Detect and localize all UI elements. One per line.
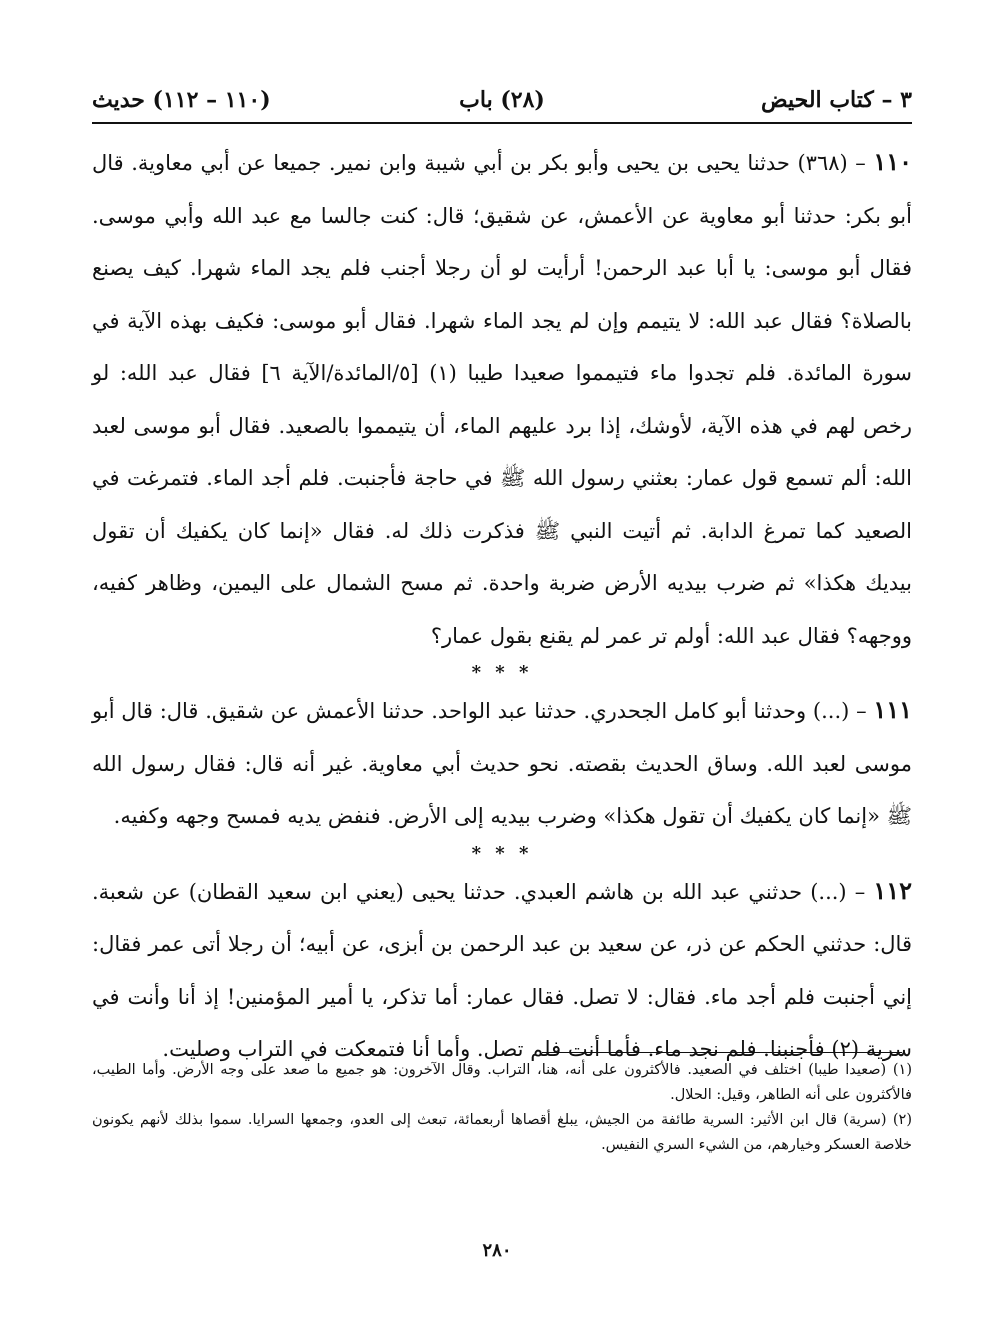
footnote-1: (١) (صعيدا طيبا) اختلف في الصعيد. فالأكثرون على أنه، هنا، التراب. وقال الآخرون: هو جميع ما صعد على وجه الأرض. وأما الطيب، فالأكثرون على أنه الطاهر، وقيل: الحلال. bbox=[92, 1062, 912, 1103]
hadith-range: (١١٠ – ١١٢) حديث bbox=[92, 87, 271, 113]
hadith-number: ١١٠ bbox=[873, 147, 912, 176]
footnote-rule bbox=[542, 1052, 902, 1053]
page-number: ٢٨٠ bbox=[482, 1240, 512, 1261]
book-title: ٣ – كتاب الحيض bbox=[761, 87, 912, 113]
footnotes bbox=[92, 1058, 912, 1158]
header-rule bbox=[92, 122, 912, 124]
running-header bbox=[92, 82, 912, 118]
hadith-112 bbox=[92, 865, 912, 1076]
hadith-text: – (...) حدثني عبد الله بن هاشم العبدي. حدثنا يحيى (يعني ابن سعيد القطان) عن شعبة. قال: حدثني الحكم عن ذر، عن سعيد بن عبد الرحمن بن أبزى، عن أبيه؛ أن رجلا أتى عمر فقال: إني أجنبت فلم أجد ماء. فقال: لا تصل. فقال عمار: أما تذكر، يا أمير المؤمنين! إذ أنا وأنت في سرية (٢) فأجنبنا. فلم نجد ماء. فأما أنت فلم تصل. وأما أنا فتمعكت في التراب وصليت. bbox=[92, 879, 912, 1061]
hadith-number: ١١١ bbox=[873, 695, 912, 724]
section-separator: * * * bbox=[471, 662, 533, 683]
chapter-label: (٢٨) باب bbox=[459, 87, 545, 113]
hadith-text: – (...) وحدثنا أبو كامل الجحدري. حدثنا عبد الواحد. حدثنا الأعمش عن شقيق. قال: قال أبو موسى لعبد الله. وساق الحديث بقصته. نحو حديث أبي معاوية. غير أنه قال: فقال رسول الله ﷺ «إنما كان يكفيك أن تقول هكذا» وضرب بيديه إلى الأرض. فنفض يديه فمسح وجهه وكفيه. bbox=[92, 699, 912, 828]
section-separator: * * * bbox=[471, 842, 533, 864]
footnote-2: (٢) (سرية) قال ابن الأثير: السرية طائفة من الجيش، يبلغ أقصاها أربعمائة، تبعث إلى العدو، وجمعها السرايا. سموا بذلك لأنهم يكونون خلاصة العسكر وخيارهم، من الشيء السري النفيس. bbox=[92, 1112, 912, 1153]
main-text bbox=[92, 136, 912, 1076]
hadith-111 bbox=[92, 684, 912, 843]
hadith-number: ١١٢ bbox=[873, 875, 912, 905]
hadith-110 bbox=[92, 136, 912, 662]
hadith-text: – (٣٦٨) حدثنا يحيى بن يحيى وأبو بكر بن أبي شيبة وابن نمير. جميعا عن أبي معاوية. قال أبو بكر: حدثنا أبو معاوية عن الأعمش، عن شقيق؛ قال: كنت جالسا مع عبد الله وأبي موسى. فقال أبو موسى: يا أبا عبد الرحمن! أرأيت لو أن رجلا أجنب فلم يجد الماء شهرا. كيف يصنع بالصلاة؟ فقال عبد الله: لا يتيمم وإن لم يجد الماء شهرا. فقال أبو موسى: فكيف بهذه الآية في سورة المائدة. فلم تجدوا ماء فتيمموا صعيدا طيبا (١) [٥/المائدة/الآية ٦] فقال عبد الله: لو رخص لهم في هذه الآية، لأوشك، إذا برد عليهم الماء، أن يتيمموا بالصعيد. فقال أبو موسى لعبد الله: ألم تسمع قول عمار: بعثني رسول الله ﷺ في حاجة فأجنبت. فلم أجد الماء. فتمرغت في الصعيد كما تمرغ الدابة. ثم أتيت النبي ﷺ فذكرت ذلك له. فقال «إنما كان يكفيك أن تقول بيديك هكذا» ثم ضرب بيديه الأرض ضربة واحدة. ثم مسح الشمال على اليمين، وظاهر كفيه، ووجهه؟ فقال عبد الله: أولم تر عمر لم يقنع بقول عمار؟ bbox=[92, 151, 913, 648]
